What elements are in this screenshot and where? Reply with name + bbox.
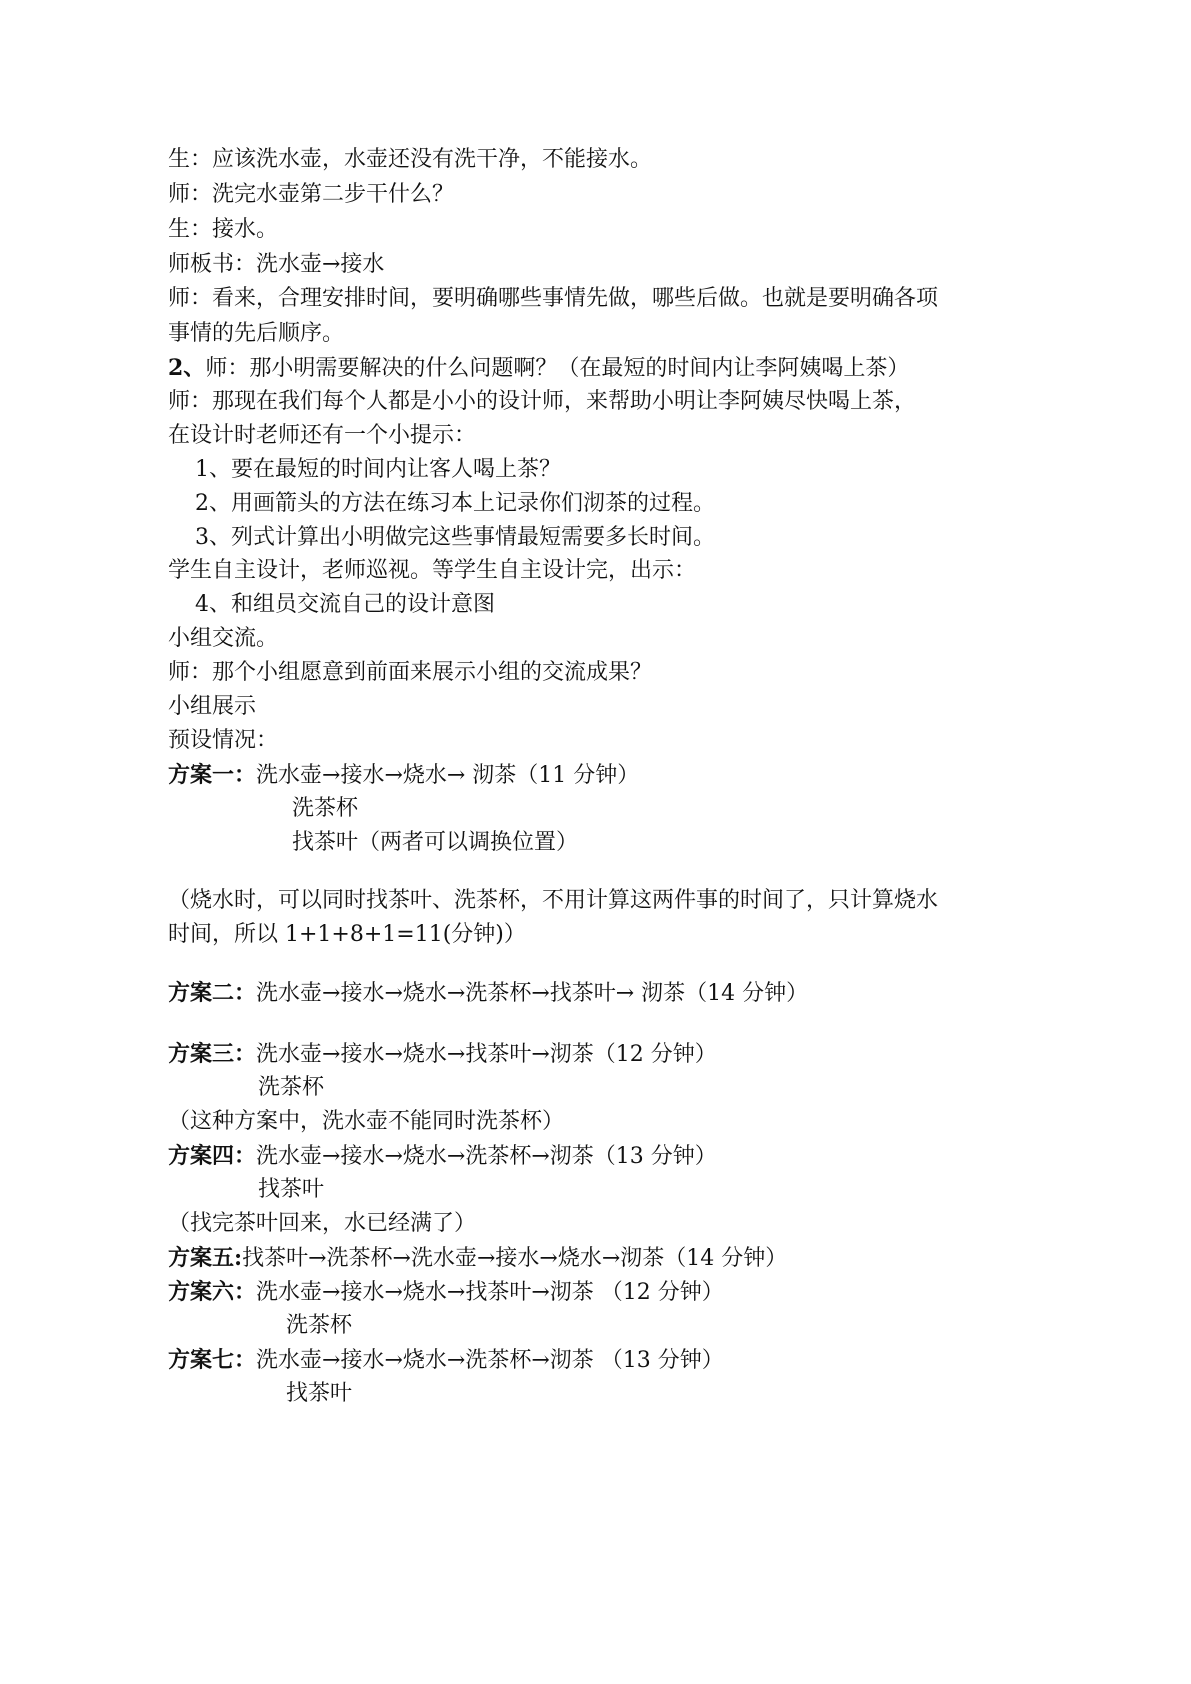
- plan-text: 找茶叶→洗茶杯→洗水壶→接水→烧水→沏茶（14 分钟）: [242, 1246, 788, 1271]
- text-line: 在设计时老师还有一个小提示：: [168, 423, 477, 448]
- text-line: 师：那个小组愿意到前面来展示小组的交流成果？: [168, 660, 653, 685]
- plan-branch: 洗茶杯: [286, 1313, 353, 1338]
- plan-text: 洗水壶→接水→烧水→找茶叶→沏茶 （12 分钟）: [256, 1280, 724, 1305]
- plan-text: 洗水壶→接水→烧水→洗茶杯→沏茶（13 分钟）: [256, 1144, 717, 1169]
- plan-branch: 洗茶杯: [258, 1075, 325, 1100]
- plan-branch: 找茶叶: [258, 1177, 325, 1202]
- hint-item: 3、列式计算出小明做完这些事情最短需要多长时间。: [195, 525, 715, 550]
- hint-item: 1、要在最短的时间内让客人喝上茶？: [195, 457, 561, 482]
- text-line: [168, 354, 909, 383]
- plan-label: 方案五:: [168, 1245, 243, 1271]
- text-line: （找完茶叶回来，水已经满了）: [168, 1211, 477, 1236]
- plan-label: 方案四：: [168, 1143, 257, 1169]
- text-line: 预设情况：: [168, 728, 279, 753]
- text-line: 师：看来，合理安排时间，要明确哪些事情先做，哪些后做。也就是要明确各项: [168, 286, 939, 311]
- text-line: 生：应该洗水壶，水壶还没有洗干净，不能接水。: [168, 147, 653, 172]
- plan-line: [168, 1040, 717, 1069]
- line-text: 师：那小明需要解决的什么问题啊？（在最短的时间内让李阿姨喝上茶）: [205, 356, 910, 381]
- text-line: 师：那现在我们每个人都是小小的设计师，来帮助小明让李阿姨尽快喝上茶，: [168, 389, 917, 414]
- plan-text: 洗水壶→接水→烧水→洗茶杯→找茶叶→ 沏茶（14 分钟）: [256, 981, 809, 1006]
- plan-text: 洗水壶→接水→烧水→洗茶杯→沏茶 （13 分钟）: [256, 1348, 724, 1373]
- text-line: （这种方案中，洗水壶不能同时洗茶杯）: [168, 1109, 565, 1134]
- text-line: 生：接水。: [168, 217, 279, 242]
- plan-text: 洗水壶→接水→烧水→找茶叶→沏茶（12 分钟）: [256, 1042, 717, 1067]
- text-line: 事情的先后顺序。: [168, 321, 345, 346]
- plan-line: [168, 1346, 724, 1375]
- text-line: （烧水时，可以同时找茶叶、洗茶杯，不用计算这两件事的时间了，只计算烧水: [168, 888, 939, 913]
- plan-label: 方案六：: [168, 1279, 257, 1305]
- text-line: 师板书：洗水壶→接水: [168, 252, 385, 277]
- plan-line: [168, 761, 639, 790]
- plan-label: 方案一：: [168, 762, 257, 788]
- plan-branch: 找茶叶（两者可以调换位置）: [292, 830, 579, 855]
- text-line: 小组交流。: [168, 626, 279, 651]
- text-line: 时间，所以 1+1+8+1=11(分钟)）: [168, 922, 526, 947]
- plan-line: [168, 1244, 787, 1273]
- hint-item: 2、用画箭头的方法在练习本上记录你们沏茶的过程。: [195, 491, 715, 516]
- hint-item: 4、和组员交流自己的设计意图: [195, 592, 495, 617]
- text-line: 学生自主设计，老师巡视。等学生自主设计完，出示：: [168, 558, 697, 583]
- plan-label: 方案二：: [168, 980, 257, 1006]
- plan-label: 方案七：: [168, 1347, 257, 1373]
- item-number-label: 2、: [168, 355, 206, 381]
- text-line: 小组展示: [168, 694, 257, 719]
- plan-line: [168, 979, 808, 1008]
- plan-line: [168, 1278, 724, 1307]
- plan-branch: 找茶叶: [286, 1381, 353, 1406]
- plan-branch: 洗茶杯: [292, 796, 359, 821]
- plan-label: 方案三：: [168, 1041, 257, 1067]
- plan-text: 洗水壶→接水→烧水→ 沏茶（11 分钟）: [256, 763, 640, 788]
- text-line: 师：洗完水壶第二步干什么？: [168, 182, 455, 207]
- plan-line: [168, 1142, 717, 1171]
